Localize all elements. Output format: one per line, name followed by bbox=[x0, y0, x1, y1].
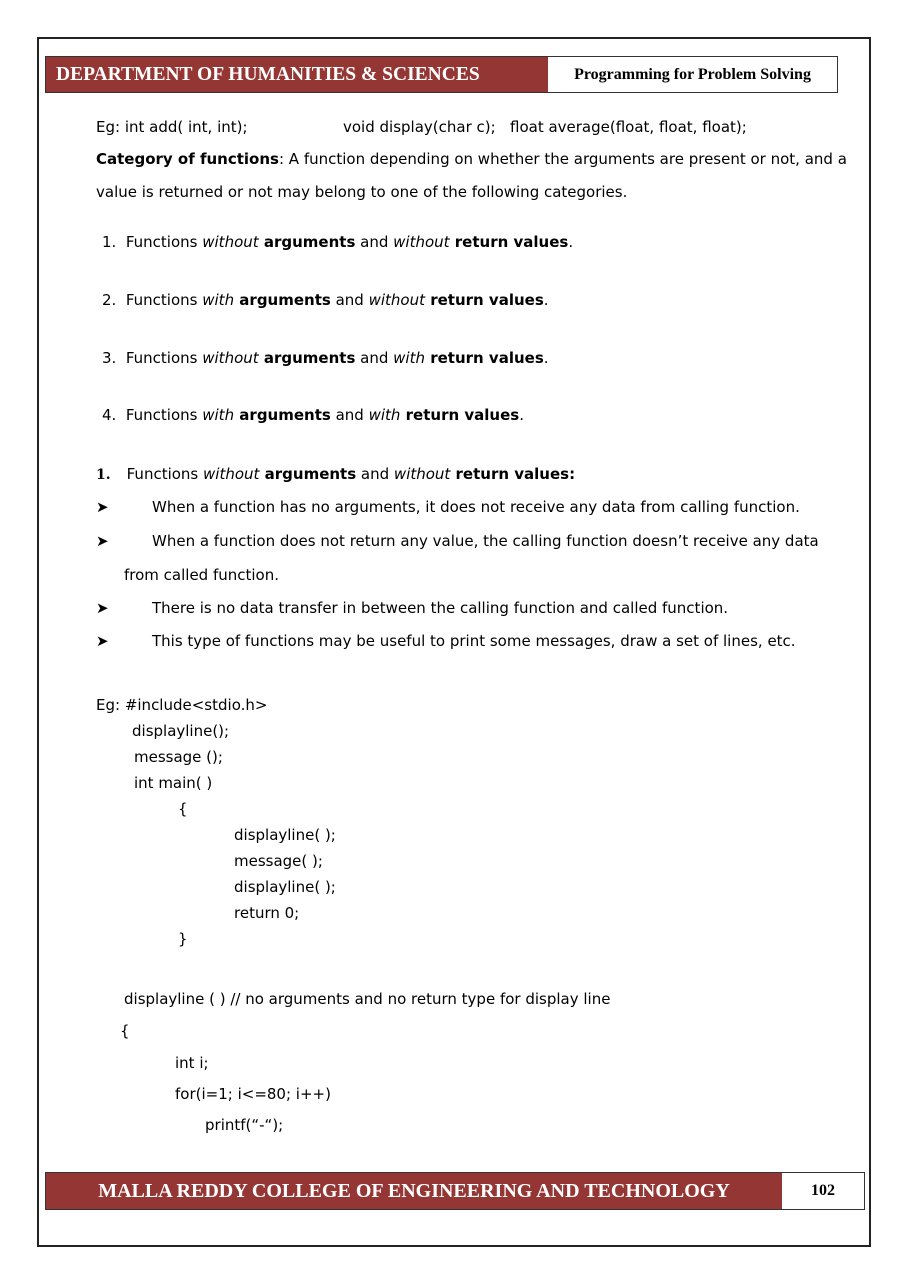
code-line: displayline( ); bbox=[234, 826, 336, 844]
section-bold: arguments bbox=[259, 465, 357, 483]
code-line: message (); bbox=[134, 748, 223, 766]
category-paragraph-line-1 bbox=[96, 150, 847, 168]
section-heading bbox=[96, 465, 575, 484]
bullet-text-1: When a function has no arguments, it does not receive any data from calling function. bbox=[152, 498, 800, 516]
item-emphasis: with bbox=[202, 291, 235, 309]
college-name: MALLA REDDY COLLEGE OF ENGINEERING AND TECHNOLOGY bbox=[46, 1173, 782, 1209]
arrow-bullet-icon: ➤ bbox=[96, 599, 109, 617]
bullet-text-2-continued: from called function. bbox=[124, 566, 280, 584]
item-emphasis: without bbox=[368, 291, 425, 309]
code-line: Eg: #include<stdio.h> bbox=[96, 696, 268, 714]
item-emphasis: without bbox=[202, 349, 259, 367]
code-line: displayline( ); bbox=[234, 878, 336, 896]
code-line: { bbox=[178, 800, 188, 818]
list-number: 1. bbox=[102, 233, 117, 251]
arrow-bullet-icon: ➤ bbox=[96, 632, 109, 650]
list-number: 2. bbox=[102, 291, 117, 309]
bullet-text-4: This type of functions may be useful to print some messages, draw a set of lines, etc. bbox=[152, 632, 796, 650]
item-emphasis: with bbox=[393, 349, 425, 367]
item-text: and bbox=[355, 233, 394, 251]
item-bold: return values bbox=[424, 349, 544, 367]
item-text: and bbox=[330, 291, 369, 309]
item-bold: arguments bbox=[258, 233, 356, 251]
category-text: : A function depending on whether the arguments are present or not, and a bbox=[278, 150, 847, 168]
code-line: for(i=1; i<=80; i++) bbox=[175, 1085, 331, 1103]
bullet-text-2: When a function does not return any value, the calling function doesn’t receive any data bbox=[152, 532, 819, 550]
section-bold: return values: bbox=[450, 465, 576, 483]
item-text: . bbox=[568, 233, 574, 251]
code-line: { bbox=[120, 1022, 130, 1040]
code-line: return 0; bbox=[234, 904, 300, 922]
item-bold: return values bbox=[449, 233, 569, 251]
category-item-3 bbox=[102, 349, 549, 367]
item-text: . bbox=[543, 349, 549, 367]
prototype-example-average: float average(float, float, float); bbox=[510, 118, 747, 136]
category-item-1 bbox=[102, 233, 573, 251]
page-footer bbox=[45, 1172, 865, 1210]
item-text: and bbox=[355, 349, 394, 367]
prototype-example-add: Eg: int add( int, int); bbox=[96, 118, 248, 136]
code-line: displayline(); bbox=[132, 722, 230, 740]
item-text: and bbox=[330, 406, 369, 424]
category-paragraph-line-2: value is returned or not may belong to one of the following categories. bbox=[96, 183, 628, 201]
arrow-bullet-icon: ➤ bbox=[96, 498, 109, 516]
section-emphasis: without bbox=[203, 465, 260, 483]
code-line: int i; bbox=[175, 1054, 209, 1072]
section-text: and bbox=[356, 465, 394, 483]
bullet-text-3: There is no data transfer in between the calling function and called function. bbox=[152, 599, 729, 617]
item-bold: return values bbox=[400, 406, 520, 424]
item-text: . bbox=[543, 291, 549, 309]
subject-title: Programming for Problem Solving bbox=[574, 65, 811, 83]
department-title: DEPARTMENT OF HUMANITIES & SCIENCES bbox=[46, 57, 548, 92]
item-text: Functions bbox=[125, 349, 203, 367]
category-term: Category of functions bbox=[96, 150, 279, 168]
item-text: . bbox=[519, 406, 524, 424]
section-emphasis: without bbox=[393, 465, 451, 483]
list-number: 3. bbox=[102, 349, 117, 367]
code-line: displayline ( ) // no arguments and no return type for display line bbox=[124, 990, 611, 1008]
item-bold: arguments bbox=[234, 406, 331, 424]
code-line: printf(“-“); bbox=[205, 1116, 284, 1134]
section-text: Functions bbox=[126, 465, 204, 483]
item-bold: arguments bbox=[234, 291, 331, 309]
item-text: Functions bbox=[125, 291, 203, 309]
item-bold: return values bbox=[424, 291, 544, 309]
page-header bbox=[45, 56, 838, 93]
prototype-example-display: void display(char c); bbox=[343, 118, 496, 136]
section-number: 1. bbox=[96, 467, 111, 483]
code-line: message( ); bbox=[234, 852, 323, 870]
item-emphasis: without bbox=[202, 233, 259, 251]
code-line: } bbox=[178, 930, 188, 948]
arrow-bullet-icon: ➤ bbox=[96, 532, 109, 550]
list-number: 4. bbox=[102, 406, 117, 424]
page-number: 102 bbox=[811, 1182, 835, 1199]
item-text: Functions bbox=[125, 233, 203, 251]
item-emphasis: with bbox=[368, 406, 401, 424]
item-emphasis: without bbox=[393, 233, 450, 251]
item-emphasis: with bbox=[202, 406, 235, 424]
category-item-4 bbox=[102, 406, 524, 424]
category-item-2 bbox=[102, 291, 549, 309]
code-line: int main( ) bbox=[134, 774, 213, 792]
item-text: Functions bbox=[125, 406, 203, 424]
item-bold: arguments bbox=[258, 349, 356, 367]
